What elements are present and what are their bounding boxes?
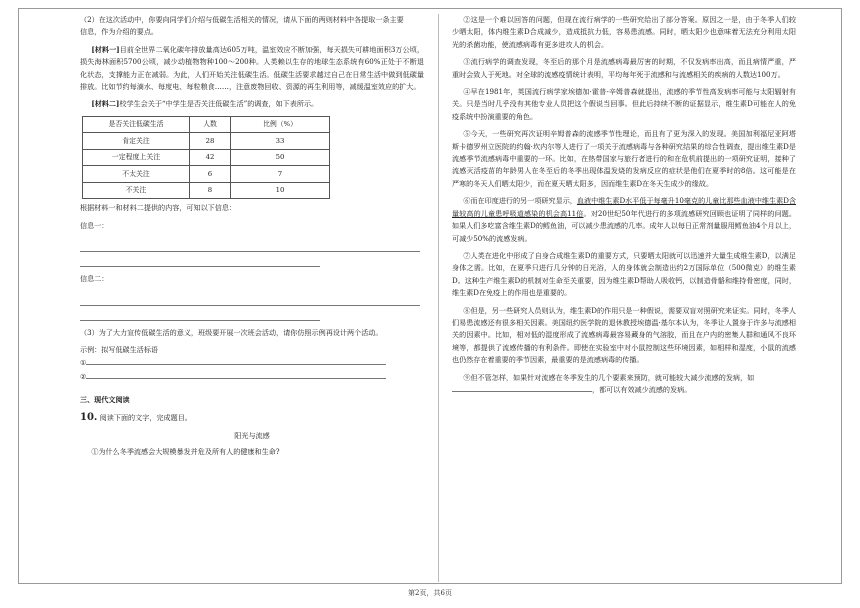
table-cell: 7 xyxy=(231,166,330,183)
info-1-answer-line[interactable] xyxy=(80,237,420,252)
table-cell: 不关注 xyxy=(83,182,190,199)
paragraph-4: ④早在1981年，英国流行病学家埃德加·霍普-辛姆普森就提出，流感的季节性高发病率可能与太阳辐射有关。只是当时几乎没有其他专业人员把这个假说当回事。但此后持续不断的证据显示，维生素D可能在人的免疫系统中扮演重要的角色。 xyxy=(452,87,796,121)
column-divider xyxy=(438,14,439,582)
paragraph-3: ③流行病学的调查发现，冬至后的那个月是流感病毒最厉害的时期，不仅发病率出高，而且病情严重，严重时会致人于死地。对全球的流感疫情统计表明，平均每年死于流感和与流感相关的疾病的人数达100万。 xyxy=(452,57,796,79)
material-1: [材料一]目前全世界二氧化碳年排放量高达605万吨，温室效应不断加强，每天损失可耕地面积3万公顷，损失海林面积5700公顷，减少动植物物种100～200种。人类赖以生存的地球生态系统有60%正处于不断退化状态，支撑能力正在减弱。为此，人们开始关注低碳生活。低碳生活要求越过自己在日常生活中做到低碳量排放。比如节约每滴水、每度电、每粒粮食……，注意废物回收、资源的再生利用等，减缓温室效应的扩大。 xyxy=(80,44,424,92)
paragraph-2: ②这是一个难以回答的问题，但现在流行病学的一些研究给出了部分答案。原因之一是，由于冬季人们较少晒太阳，体内维生素D合成减少，造成抵抗力低，容易患流感。同时，晒太阳少也意味着无法充分利用太阳光的杀菌功能，使流感病毒有更多进攻人的机会。 xyxy=(452,15,796,49)
table-row xyxy=(83,182,330,199)
example-text: 示例：拟写低碳生活标语 xyxy=(80,344,159,354)
table-cell: 肯定关注 xyxy=(83,133,190,150)
paragraph-9-answer-line[interactable] xyxy=(452,391,592,392)
q10: 10. 阅读下面的文字，完成题目。 xyxy=(80,411,192,423)
info-1-answer-line-2[interactable] xyxy=(80,252,320,267)
info-1-label: 信息一： xyxy=(80,220,109,230)
right-column xyxy=(452,14,796,401)
activity-2-answer-line[interactable] xyxy=(86,378,386,379)
paragraph-7: ⑦人类在进化中形成了自身合成维生素D的重要方式，只要晒太阳就可以迅速并大量生成维生素D，以满足身体之需。比如，在夏季只进行几分钟的日光浴，人的身体就会制造出约2万国际单位（500微克）的维生素D。这种生产维生素D的机制对生命至关重要，因为维生素D帮助人吸收钙，以制造骨骼和维持骨密度，同时，维生素D在免疫上的作用也是重要的。 xyxy=(452,250,796,298)
table-cell: 42 xyxy=(190,149,231,166)
table-cell: 8 xyxy=(190,182,231,199)
info-2-answer-line[interactable] xyxy=(80,291,420,306)
paragraph-1: ①为什么冬季流感会大规模暴发并危及所有人的健康和生命? xyxy=(91,447,280,457)
table-cell: 33 xyxy=(231,133,330,150)
table-cell: 6 xyxy=(190,166,231,183)
table-row xyxy=(83,166,330,183)
table-cell: 不太关注 xyxy=(83,166,190,183)
page-footer: 第2页，共6页 xyxy=(408,589,452,597)
paragraph-5: ⑤今天，一些研究再次证明辛姆普森的流感季节性理论，而且有了更为深入的发现。美国加利福尼亚阿塔斯卡德罗州立医院的约翰·坎内尔等人进行了一项关于流感病毒与各种研究结果的综合性调查，提出维生素D是流感季节流感病毒中重要的一环。比如，在热带国家与旅行者进行的和在危机前提出的一项研究证明，接种了流感灭活疫苗的年龄男人在冬至后的冬季出现体温发烧的发病反应的症状是他们在夏季时的8倍。这可能是在严寒的冬天人们晒太阳少，而在夏天晒太阳多，因而维生素D在冬天生成少的缘故。 xyxy=(452,129,796,188)
table-cell: 10 xyxy=(231,182,330,199)
survey-table xyxy=(82,116,330,200)
paragraph-9: ⑨但不管怎样，如果针对流感在冬季发生的几个要素来预防，就可能较大减少流感的发病，如 ，都可以有效减少流感的发病。 xyxy=(452,372,796,397)
left-column xyxy=(80,14,424,464)
table-row xyxy=(83,133,330,150)
after-table-text: 根据材料一和材料二提供的内容，可知以下信息： xyxy=(80,203,237,213)
table-header-row xyxy=(83,116,330,133)
q3-question: （3）为了大力宣传低碳生活的意义，班级要开展一次班会活动，请你仿照示例再设计两个活动。 xyxy=(80,327,383,337)
q2-question: （2）在这次活动中，你要向同学们介绍与低碳生活相关的情况，请从下面的两则材料中各提取一条主要 信息，作为介绍的要点。 xyxy=(80,15,404,37)
material-2: [材料二]校学生会关于“中学生是否关注低碳生活”的调查，如下表所示。 xyxy=(91,99,319,109)
table-header: 人数 xyxy=(190,116,231,133)
info-2-answer-line-2[interactable] xyxy=(80,306,320,321)
underlined-sentence: 血液中维生素D水平低于每毫升10毫克的儿童比那些血液中维生素D含量较高的儿童患呼吸道感染的机会高11倍 xyxy=(452,196,797,218)
table-cell: 28 xyxy=(190,133,231,150)
table-header: 是否关注低碳生活 xyxy=(83,116,190,133)
info-2-label: 信息二： xyxy=(80,274,109,284)
section-heading: 三、现代文阅读 xyxy=(80,395,130,405)
passage-title: 阳光与流感 xyxy=(234,431,270,440)
activity-1: ① xyxy=(80,357,424,369)
table-cell: 一定程度上关注 xyxy=(83,149,190,166)
paragraph-6: ⑥而在印度进行的另一项研究显示，血液中维生素D水平低于每毫升10毫克的儿童比那些血液中维生素D含量较高的儿童患呼吸道感染的机会高11倍。对20世纪50年代进行的多项流感研究回顾也证明了同样的问题。如果人们多吃富含维生素D的鳕鱼油，可以减少患流感的几率。成年人以每日正常剂量服用鳕鱼油4个月以上，可减少50%的流感发病。 xyxy=(452,196,797,243)
activity-1-answer-line[interactable] xyxy=(86,364,386,365)
activity-2: ② xyxy=(80,371,424,383)
paragraph-8: ⑧但是，另一些研究人员则认为，维生素D的作用只是一种假说，需要双盲对照研究来证实。同时，冬季人们易患流感还有很多相关因素。美国纽约医学院的退休教授埃德温·基尔本认为，冬季让人置身于许多与流感相关的因素中。比如，相对低的湿度形成了流感病毒最容易藏身的气溶胶，而且在户内的密集人群和通风不良环境等，都提供了流感传播的有利条件。即使在实验室中对小鼠控制这些环境因素，如相样和湿度，小鼠的流感也仍然存在着重要的季节因素，最重要的是流感病毒的传播。 xyxy=(452,305,796,365)
table-header: 比例（%） xyxy=(231,116,330,133)
table-row xyxy=(83,149,330,166)
table-cell: 50 xyxy=(231,149,330,166)
